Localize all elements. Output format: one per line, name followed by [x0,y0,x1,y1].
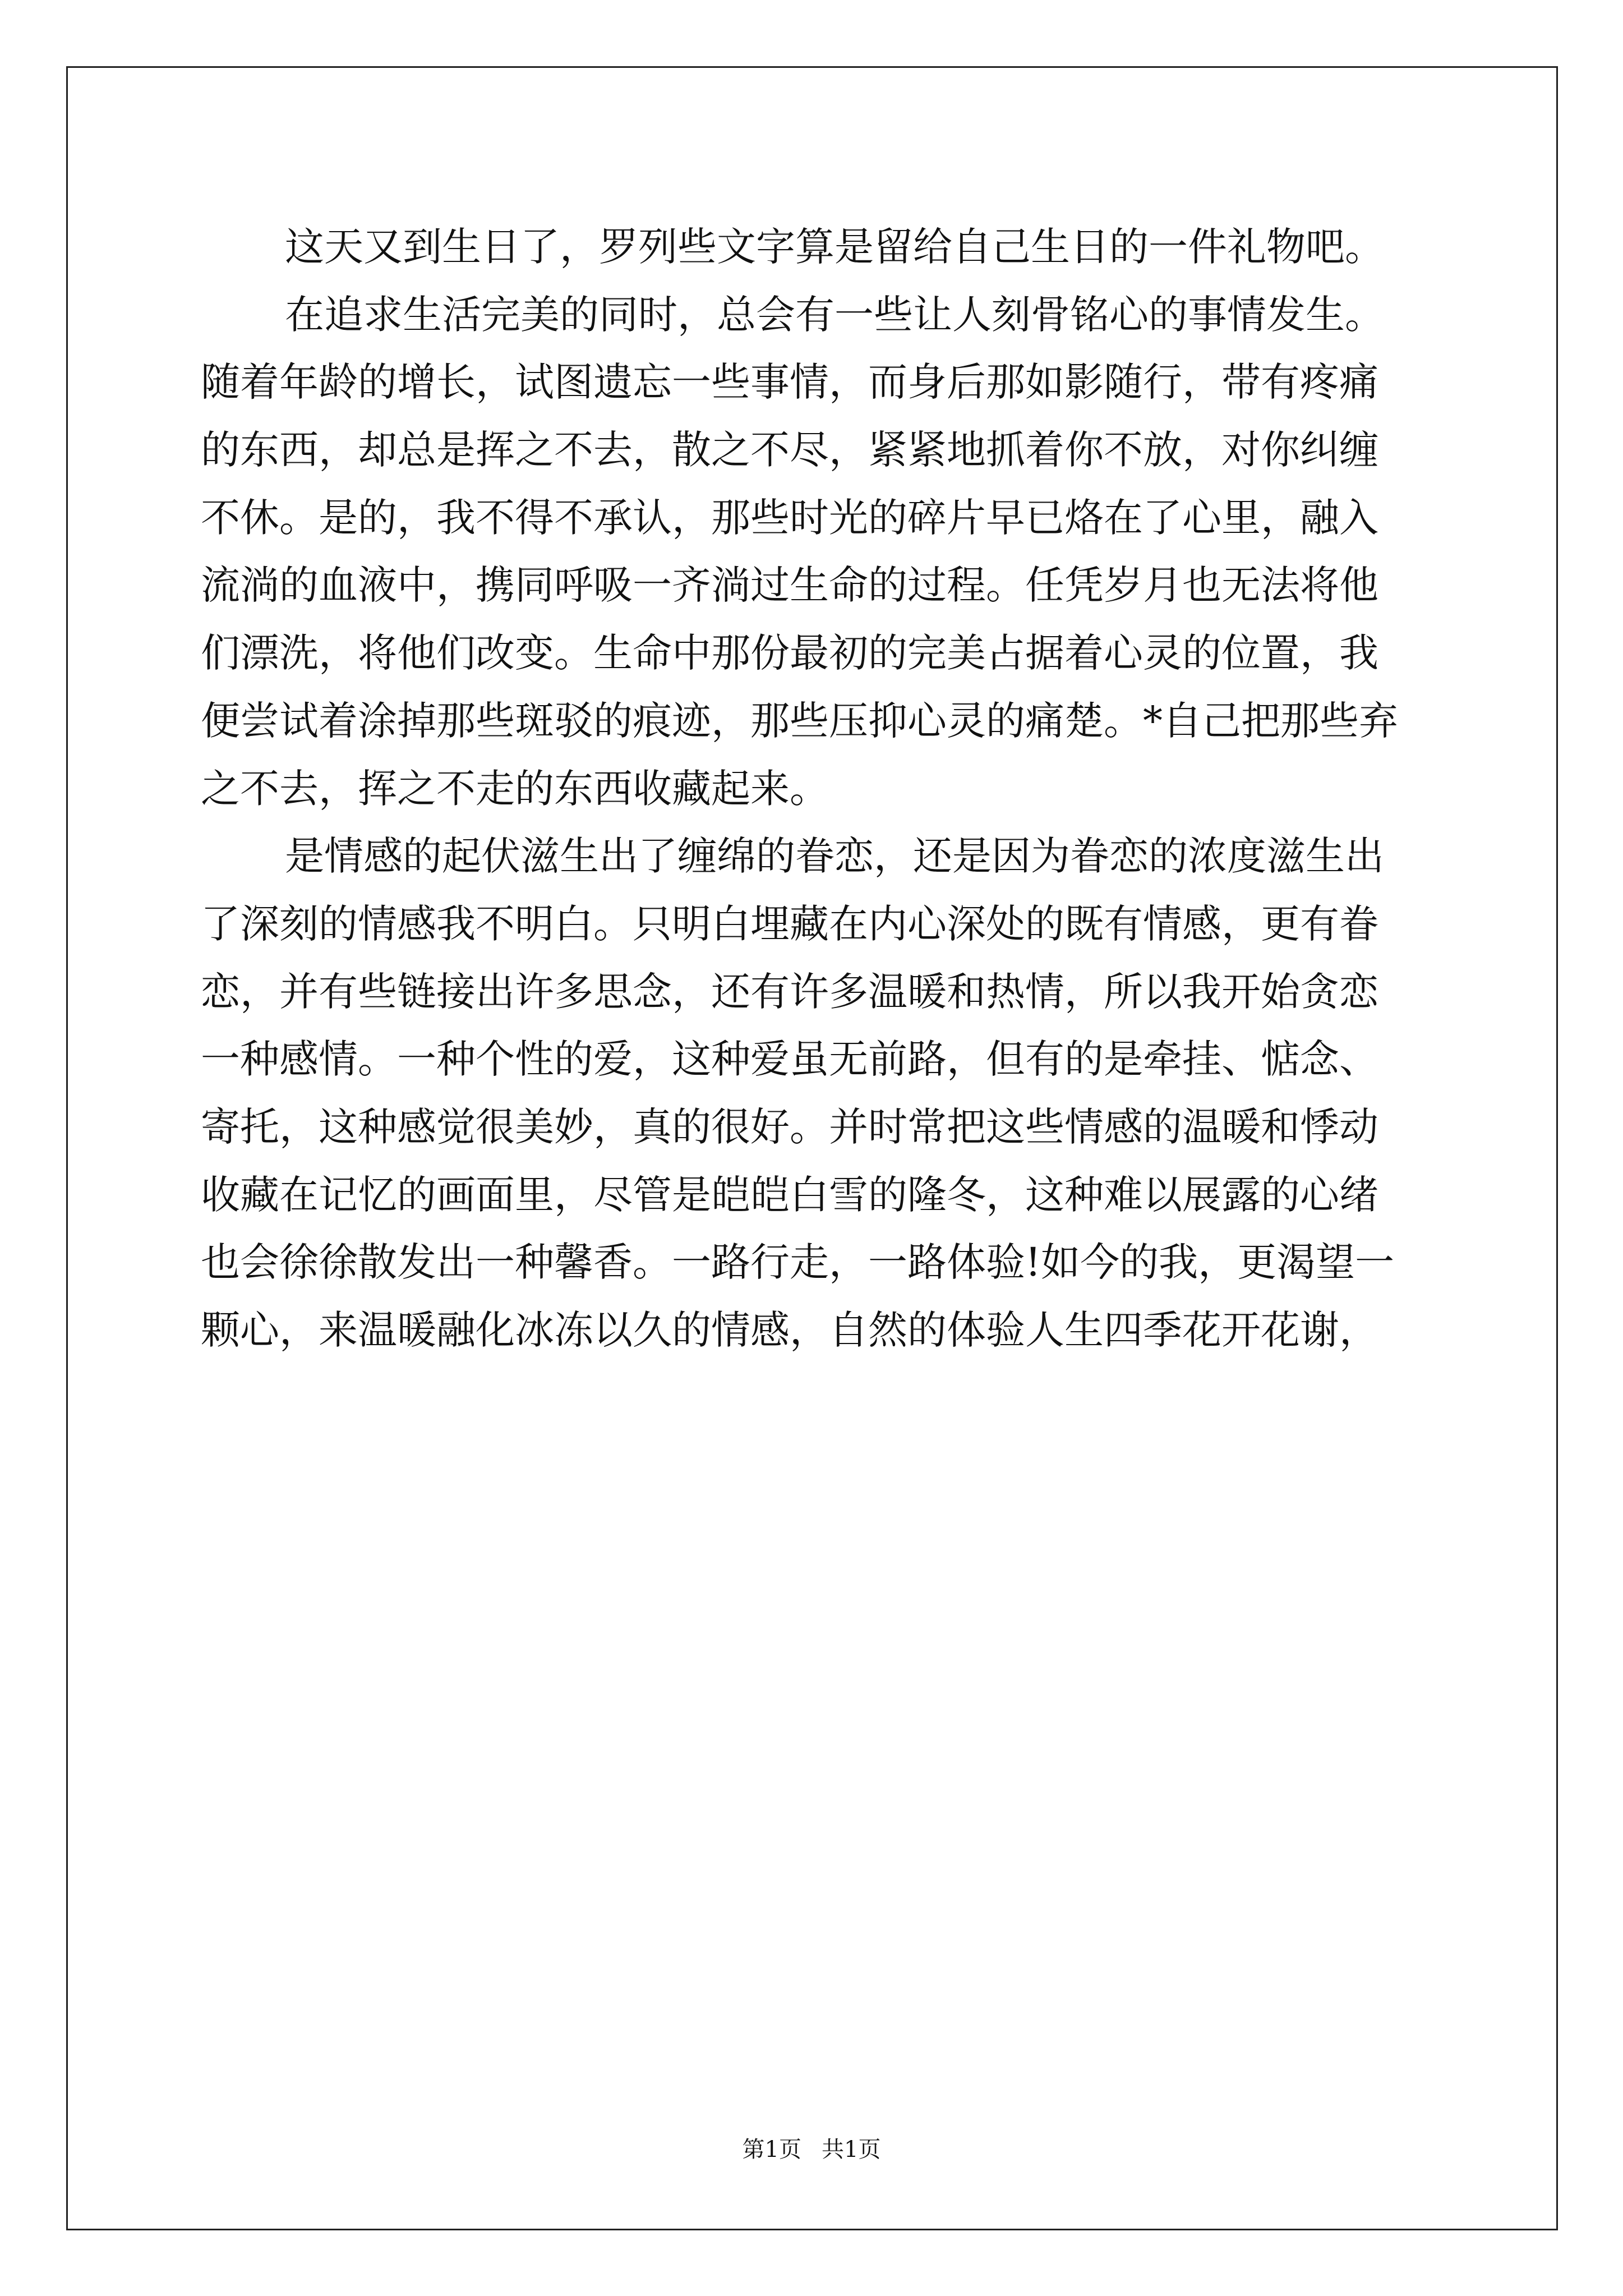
text-line: 随着年龄的增长，试图遗忘一些事情，而身后那如影随行，带有疼痛 [201,359,1378,406]
text-line: 收藏在记忆的画面里，尽管是皑皑白雪的隆冬，这种难以展露的心绪 [201,1171,1378,1218]
text-line: 在追求生活完美的同时，总会有一些让人刻骨铭心的事情发生。 [285,291,1384,338]
text-line: 的东西，却总是挥之不去，散之不尽，紧紧地抓着你不放，对你纠缠 [201,427,1378,473]
text-line: 这天又到生日了，罗列些文字算是留给自己生日的一件礼物吧。 [285,224,1384,270]
text-line: 之不去，挥之不走的东西收藏起来。 [201,765,829,812]
page-number: 第1页 [742,2137,801,2162]
text-line: 也会徐徐散发出一种馨香。一路行走，一路体验!如今的我，更渴望一 [201,1239,1395,1286]
page-footer [0,2132,1623,2164]
text-line: 颗心，来温暖融化冰冻以久的情感，自然的体验人生四季花开花谢， [201,1307,1378,1353]
text-line: 流淌的血液中，携同呼吸一齐淌过生命的过程。任凭岁月也无法将他 [201,562,1378,609]
text-line: 们漂洗，将他们改变。生命中那份最初的完美占据着心灵的位置，我 [201,630,1378,677]
document-body [201,213,1435,1364]
text-line: 了深刻的情感我不明白。只明白埋藏在内心深处的既有情感，更有眷 [201,900,1378,947]
text-line: 是情感的起伏滋生出了缠绵的眷恋，还是因为眷恋的浓度滋生出 [285,833,1384,880]
text-line: 寄托，这种感觉很美妙，真的很好。并时常把这些情感的温暖和悸动 [201,1103,1378,1150]
text-line: 不休。是的，我不得不承认，那些时光的碎片早已烙在了心里，融入 [201,494,1378,541]
text-line: 便尝试着涂掉那些斑驳的痕迹，那些压抑心灵的痛楚。*自己把那些弃 [201,697,1398,744]
page-total: 共1页 [822,2137,881,2162]
text-line: 一种感情。一种个性的爱，这种爱虽无前路，但有的是牵挂、惦念、 [201,1036,1378,1083]
text-line: 恋，并有些链接出许多思念，还有许多温暖和热情，所以我开始贪恋 [201,968,1378,1015]
